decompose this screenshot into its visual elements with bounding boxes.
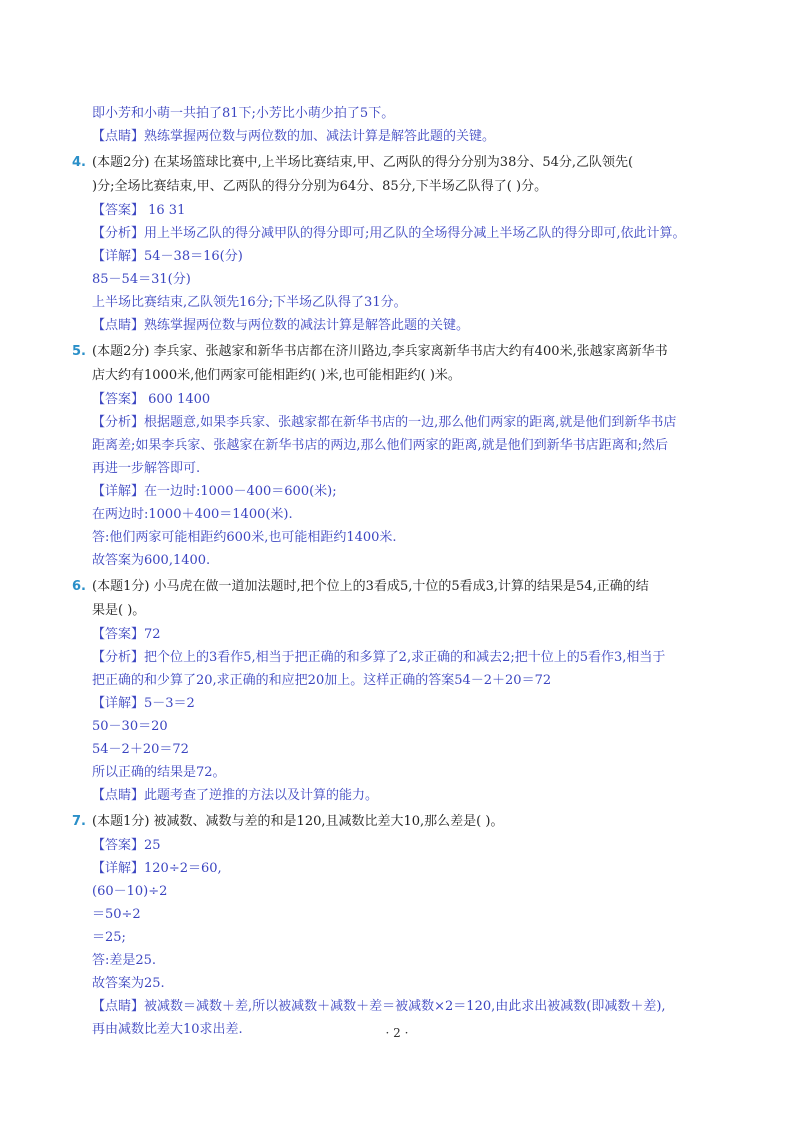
solution-text-line: 所以正确的结果是72。 (92, 765, 226, 780)
solution-text-line: 答:他们两家可能相距约600米,也可能相距约1400米. (92, 530, 397, 545)
solution-text-line: 【答案】72 (92, 627, 161, 642)
solution-text-line: 上半场比赛结束,乙队领先16分;下半场乙队得了31分。 (92, 295, 407, 310)
solution-text-line: 【详解】120÷2＝60, (92, 861, 222, 876)
solution-text-line: 故答案为600,1400. (92, 553, 211, 568)
solution-text-line: 再进一步解答即可. (92, 461, 201, 476)
solution-text-line: 再由减数比差大10求出差. (92, 1022, 243, 1037)
solution-text-line: 把正确的和少算了20,求正确的和应把20加上。这样正确的答案54－2＋20＝72 (92, 673, 552, 688)
solution-text-line: ＝50÷2 (92, 907, 141, 922)
solution-text-line: 【详解】在一边时:1000－400＝600(米); (92, 484, 337, 499)
solution-text-line: 50－30＝20 (92, 719, 168, 734)
question-text-line: (本题1分) 小马虎在做一道加法题时,把个位上的3看成5,十位的5看成3,计算的结果是54,正确的结 (92, 579, 649, 594)
solution-text-line: 答:差是25. (92, 953, 157, 968)
solution-text-line: 85－54＝31(分) (92, 272, 191, 287)
question-text-line: 店大约有1000米,他们两家可能相距约( )米,也可能相距约( )米。 (92, 368, 461, 383)
solution-text-line: ＝25; (92, 930, 126, 945)
solution-text-line: 【点睛】此题考查了逆推的方法以及计算的能力。 (92, 788, 379, 803)
solution-text-line: 【答案】25 (92, 838, 161, 853)
question-number: 7. (72, 814, 86, 829)
solution-text-line: 【分析】根据题意,如果李兵家、张越家都在新华书店的一边,那么他们两家的距离,就是他们到新华书店 (92, 415, 677, 430)
question-text-line: 果是( )。 (92, 603, 146, 618)
question-text-line: (本题1分) 被减数、减数与差的和是120,且减数比差大10,那么差是( )。 (92, 814, 504, 829)
question-text-line: (本题2分) 在某场篮球比赛中,上半场比赛结束,甲、乙两队的得分分别为38分、54分,乙队领先( (92, 155, 634, 170)
solution-text-line: 【详解】54－38＝16(分) (92, 249, 243, 264)
solution-text-line: 【点睛】熟练掌握两位数与两位数的加、减法计算是解答此题的关键。 (92, 129, 496, 144)
solution-text-line: 【答案】 16 31 (92, 203, 186, 218)
question-number: 5. (72, 344, 86, 359)
solution-text-line: (60－10)÷2 (92, 884, 168, 899)
question-text-line: (本题2分) 李兵家、张越家和新华书店都在济川路边,李兵家离新华书店大约有400米,张越家离新华书 (92, 344, 668, 359)
solution-text-line: 即小芳和小萌一共拍了81下;小芳比小萌少拍了5下。 (92, 106, 395, 121)
solution-text-line: 【分析】用上半场乙队的得分减甲队的得分即可;用乙队的全场得分减上半场乙队的得分即可,依此计算。 (92, 226, 686, 241)
solution-text-line: 【答案】 600 1400 (92, 392, 211, 407)
question-number: 6. (72, 579, 86, 594)
question-text-line: )分;全场比赛结束,甲、乙两队的得分分别为64分、85分,下半场乙队得了( )分。 (92, 179, 548, 194)
solution-text-line: 故答案为25. (92, 976, 165, 991)
page-number: · 2 · (385, 1026, 409, 1040)
solution-text-line: 【点睛】被减数＝减数＋差,所以被减数＋减数＋差＝被减数×2＝120,由此求出被减数(即减数＋差), (92, 999, 666, 1014)
solution-text-line: 【分析】把个位上的3看作5,相当于把正确的和多算了2,求正确的和减去2;把十位上的5看作3,相当于 (92, 650, 666, 665)
solution-text-line: 【详解】5－3＝2 (92, 696, 195, 711)
solution-text-line: 距离差;如果李兵家、张越家在新华书店的两边,那么他们两家的距离,就是他们到新华书店距离和;然后 (92, 438, 669, 453)
question-number: 4. (72, 155, 86, 170)
solution-text-line: 54－2＋20＝72 (92, 742, 189, 757)
solution-text-line: 【点睛】熟练掌握两位数与两位数的减法计算是解答此题的关键。 (92, 318, 470, 333)
solution-text-line: 在两边时:1000＋400＝1400(米). (92, 507, 293, 522)
